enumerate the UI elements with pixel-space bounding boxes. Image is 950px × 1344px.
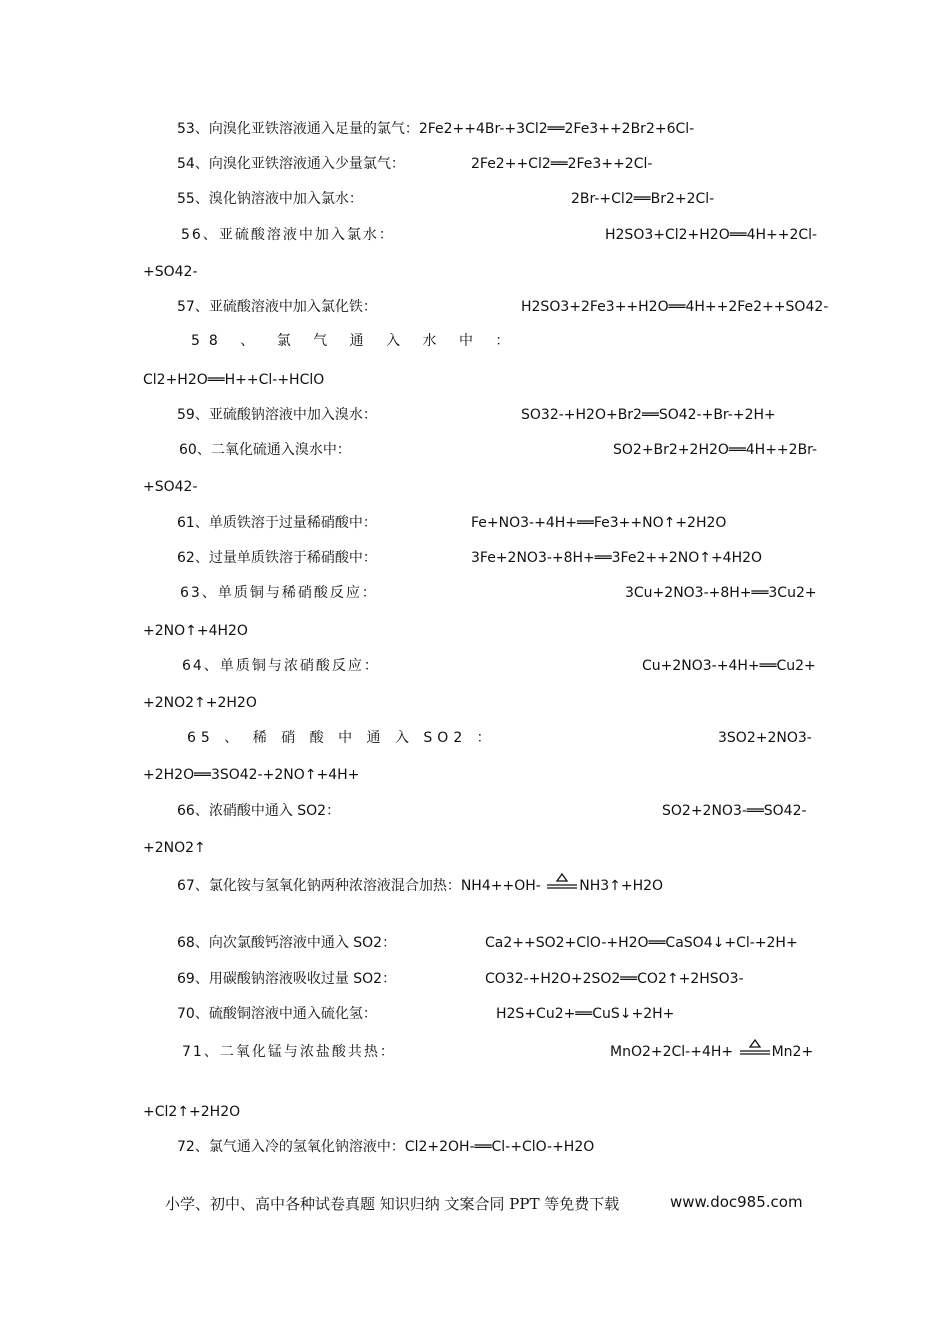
reaction-66-equation: SO2+2NO3-══SO42- (662, 803, 807, 819)
reaction-69-equation: CO32-+H2O+2SO2══CO2↑+2HSO3- (485, 971, 744, 987)
reaction-label: 67、氯化铵与氢氧化钠两种浓溶液混合加热： (177, 878, 461, 894)
reaction-56-equation: H2SO3+Cl2+H2O══4H++2Cl- (605, 227, 818, 243)
reaction-66-label: 66、浓硝酸中通入 SO2： (177, 803, 341, 819)
reaction-53 (177, 120, 694, 138)
reaction-60-equation: SO2+Br2+2H2O══4H++2Br- (613, 442, 818, 458)
reaction-62-label: 62、过量单质铁溶于稀硝酸中： (177, 550, 377, 566)
reaction-70-label: 70、硫酸铜溶液中通入硫化氢： (177, 1006, 377, 1022)
reaction-58-equation: Cl2+H2O══H++Cl-+HClO (143, 372, 325, 388)
reaction-63-continuation: +2NO↑+4H2O (143, 623, 248, 639)
reaction-59-label: 59、亚硫酸钠溶液中加入溴水： (177, 407, 377, 423)
reaction-71-label: 71、二氧化锰与浓盐酸共热： (182, 1044, 396, 1060)
reaction-56-continuation: +SO42- (143, 264, 198, 280)
reaction-59-equation: SO32-+H2O+Br2══SO42-+Br-+2H+ (521, 407, 776, 423)
reaction-65-label: 65 、 稀 硝 酸 中 通 入 SO2 ： (187, 730, 496, 746)
reaction-63-label: 63、单质铜与稀硝酸反应： (180, 585, 378, 601)
footer-url[interactable]: www.doc985.com (670, 1193, 803, 1211)
reaction-71-continuation: +Cl2↑+2H2O (143, 1104, 241, 1120)
reaction-62-equation: 3Fe+2NO3-+8H+══3Fe2++2NO↑+4H2O (471, 550, 763, 566)
reaction-64-equation: Cu+2NO3-+4H+══Cu2+ (642, 658, 816, 674)
reaction-label: 53、向溴化亚铁溶液通入足量的氯气： (177, 121, 419, 137)
reaction-57-equation: H2SO3+2Fe3++H2O══4H++2Fe2++SO42- (521, 299, 829, 315)
heat-equals-icon (545, 877, 579, 895)
reaction-65-continuation: +2H2O══3SO42-+2NO↑+4H+ (143, 767, 360, 783)
equation-products: Mn2+ (771, 1044, 814, 1060)
reaction-70-equation: H2S+Cu2+══CuS↓+2H+ (496, 1006, 675, 1022)
reaction-68-label: 68、向次氯酸钙溶液中通入 SO2： (177, 935, 397, 951)
reaction-63-equation: 3Cu+2NO3-+8H+══3Cu2+ (625, 585, 817, 601)
reaction-65-equation: 3SO2+2NO3- (718, 730, 812, 746)
reaction-57-label: 57、亚硫酸溶液中加入氯化铁： (177, 299, 377, 315)
reaction-56-label: 56、亚硫酸溶液中加入氯水： (181, 227, 395, 243)
reaction-69-label: 69、用碳酸钠溶液吸收过量 SO2： (177, 971, 397, 987)
equation-reactants: NH4++OH- (460, 878, 541, 894)
reaction-58-label: 58 、 氯 气 通 入 水 中 ： (191, 333, 519, 349)
reaction-68-equation: Ca2++SO2+ClO-+H2O══CaSO4↓+Cl-+2H+ (485, 935, 798, 951)
reaction-54-label: 54、向溴化亚铁溶液通入少量氯气： (177, 156, 405, 172)
reaction-64-label: 64、单质铜与浓硝酸反应： (182, 658, 380, 674)
reaction-61-label: 61、单质铁溶于过量稀硝酸中： (177, 515, 377, 531)
equation: 2Fe2++4Br-+3Cl2══2Fe3++2Br2+6Cl- (418, 121, 695, 137)
reaction-55-equation: 2Br-+Cl2══Br2+2Cl- (571, 191, 715, 207)
equation-reactants: MnO2+2Cl-+4H+ (610, 1044, 734, 1060)
reaction-67 (177, 877, 663, 895)
reaction-71-equation (610, 1043, 813, 1061)
heat-equals-icon (738, 1043, 772, 1061)
reaction-54-equation: 2Fe2++Cl2══2Fe3++2Cl- (471, 156, 653, 172)
equation-products: NH3↑+H2O (579, 878, 664, 894)
footer-text: 小学、初中、高中各种试卷真题 知识归纳 文案合同 PPT 等免费下载 (165, 1195, 620, 1213)
reaction-55-label: 55、溴化钠溶液中加入氯水： (177, 191, 363, 207)
reaction-66-continuation: +2NO2↑ (143, 840, 206, 856)
reaction-label: 72、氯气通入冷的氢氧化钠溶液中： (177, 1139, 405, 1155)
reaction-72 (177, 1138, 594, 1156)
reaction-60-continuation: +SO42- (143, 479, 198, 495)
reaction-60-label: 60、二氧化硫通入溴水中： (179, 442, 351, 458)
reaction-61-equation: Fe+NO3-+4H+══Fe3++NO↑+2H2O (471, 515, 727, 531)
equation: Cl2+2OH-══Cl-+ClO-+H2O (404, 1139, 595, 1155)
reaction-64-continuation: +2NO2↑+2H2O (143, 695, 257, 711)
